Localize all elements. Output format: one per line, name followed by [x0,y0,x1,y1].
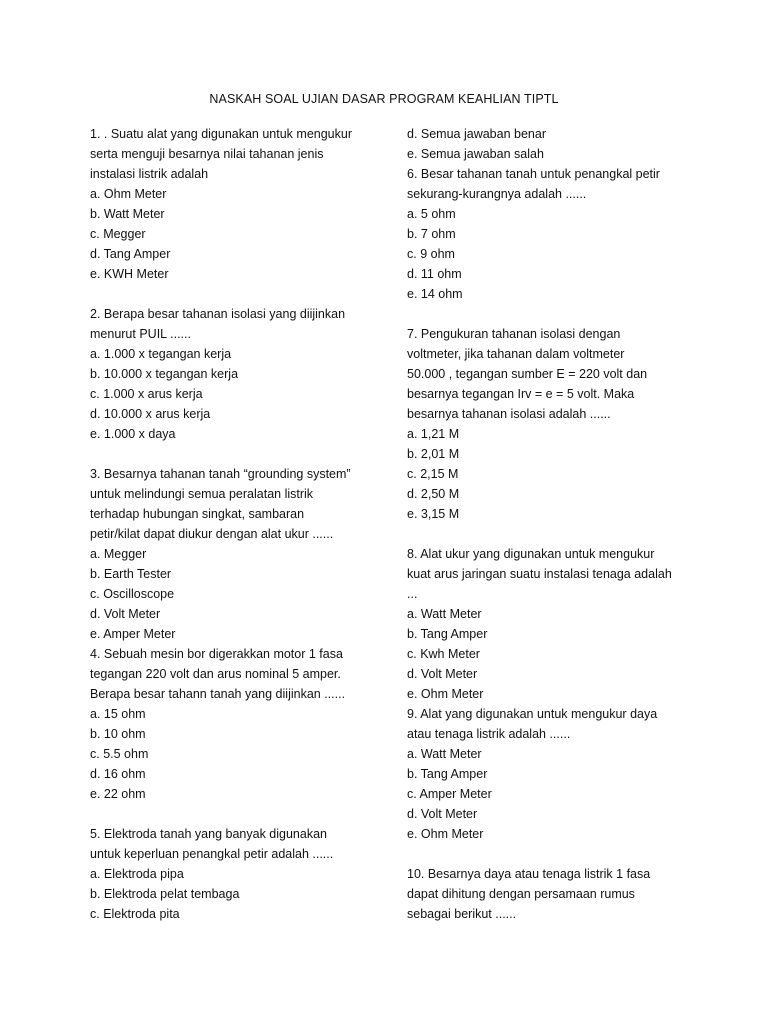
right-column [407,124,707,924]
document-title: NASKAH SOAL UJIAN DASAR PROGRAM KEAHLIAN TIPTL [209,92,559,106]
text-line: b. Tang Amper [407,627,488,641]
text-line: 6. Besar tahanan tanah untuk penangkal petir [407,167,660,181]
text-line: untuk melindungi semua peralatan listrik [90,487,314,501]
blank-line [90,804,390,824]
text-line: d. Volt Meter [407,807,478,821]
text-line: 1. . Suatu alat yang digunakan untuk mengukur [90,127,352,141]
text-line: c. Oscilloscope [90,587,175,601]
blank-line [407,304,707,324]
text-line: e. 14 ohm [407,287,463,301]
text-line: sebagai berikut ...... [407,907,517,921]
left-column [90,124,390,924]
text-line: d. 2,50 M [407,487,460,501]
text-line: menurut PUIL ...... [90,327,191,341]
text-line: e. Amper Meter [90,627,176,641]
text-line: b. Elektroda pelat tembaga [90,887,240,901]
text-line: e. 3,15 M [407,507,460,521]
text-line: besarnya tegangan Irv = e = 5 volt. Maka [407,387,635,401]
text-line: e. Ohm Meter [407,687,484,701]
text-line: petir/kilat dapat diukur dengan alat ukur ...... [90,527,334,541]
text-line: 2. Berapa besar tahanan isolasi yang diijinkan [90,307,346,321]
text-line: serta menguji besarnya nilai tahanan jenis [90,147,324,161]
text-line: 9. Alat yang digunakan untuk mengukur daya [407,707,658,721]
text-line: b. 10 ohm [90,727,146,741]
text-line: untuk keperluan penangkal petir adalah ...... [90,847,334,861]
text-line: e. KWH Meter [90,267,169,281]
text-line: sekurang-kurangnya adalah ...... [407,187,587,201]
text-line: 5. Elektroda tanah yang banyak digunakan [90,827,327,841]
text-line: d. Volt Meter [407,667,478,681]
text-line: kuat arus jaringan suatu instalasi tenaga adalah [407,567,672,581]
text-line: 50.000 , tegangan sumber E = 220 volt dan [407,367,648,381]
text-line: a. Megger [90,547,147,561]
text-line: a. Watt Meter [407,607,482,621]
text-line: voltmeter, jika tahanan dalam voltmeter [407,347,625,361]
text-line: 3. Besarnya tahanan tanah “grounding system” [90,467,351,481]
text-line: a. 1,21 M [407,427,460,441]
text-line: b. Watt Meter [90,207,165,221]
text-line: d. Tang Amper [90,247,171,261]
text-line: c. Elektroda pita [90,907,180,921]
text-line: Berapa besar tahann tanah yang diijinkan ...... [90,687,346,701]
text-line: c. 1.000 x arus kerja [90,387,203,401]
text-line: d. Volt Meter [90,607,161,621]
text-line: d. 11 ohm [407,267,462,281]
blank-line [90,444,390,464]
text-line: atau tenaga listrik adalah ...... [407,727,571,741]
text-line: tegangan 220 volt dan arus nominal 5 amper. [90,667,341,681]
text-line: e. 1.000 x daya [90,427,176,441]
text-line: c. 9 ohm [407,247,455,261]
text-line: e. Ohm Meter [407,827,484,841]
text-line: 10. Besarnya daya atau tenaga listrik 1 fasa [407,867,651,881]
text-line: b. Tang Amper [407,767,488,781]
text-line: d. Semua jawaban benar [407,127,546,141]
text-line: b. 7 ohm [407,227,456,241]
text-line: 4. Sebuah mesin bor digerakkan motor 1 fasa [90,647,343,661]
text-line: 8. Alat ukur yang digunakan untuk mengukur [407,547,655,561]
text-line: ... [407,587,418,601]
text-line: c. 2,15 M [407,467,459,481]
text-line: c. Kwh Meter [407,647,480,661]
blank-line [90,284,390,304]
text-line: d. 16 ohm [90,767,146,781]
text-line: c. Megger [90,227,146,241]
text-line: a. Elektroda pipa [90,867,184,881]
text-line: instalasi listrik adalah [90,167,209,181]
blank-line [407,844,707,864]
text-line: a. Watt Meter [407,747,482,761]
text-line: a. Ohm Meter [90,187,167,201]
text-line: a. 5 ohm [407,207,456,221]
text-line: c. Amper Meter [407,787,492,801]
text-line: 7. Pengukuran tahanan isolasi dengan [407,327,621,341]
text-line: dapat dihitung dengan persamaan rumus [407,887,635,901]
text-line: a. 1.000 x tegangan kerja [90,347,232,361]
text-line: a. 15 ohm [90,707,146,721]
text-line: b. 10.000 x tegangan kerja [90,367,239,381]
text-line: b. Earth Tester [90,567,172,581]
text-line: e. 22 ohm [90,787,146,801]
text-line: b. 2,01 M [407,447,460,461]
text-line: terhadap hubungan singkat, sambaran [90,507,305,521]
text-line: e. Semua jawaban salah [407,147,544,161]
blank-line [407,524,707,544]
text-line: c. 5.5 ohm [90,747,149,761]
text-line: besarnya tahanan isolasi adalah ...... [407,407,611,421]
text-line: d. 10.000 x arus kerja [90,407,211,421]
